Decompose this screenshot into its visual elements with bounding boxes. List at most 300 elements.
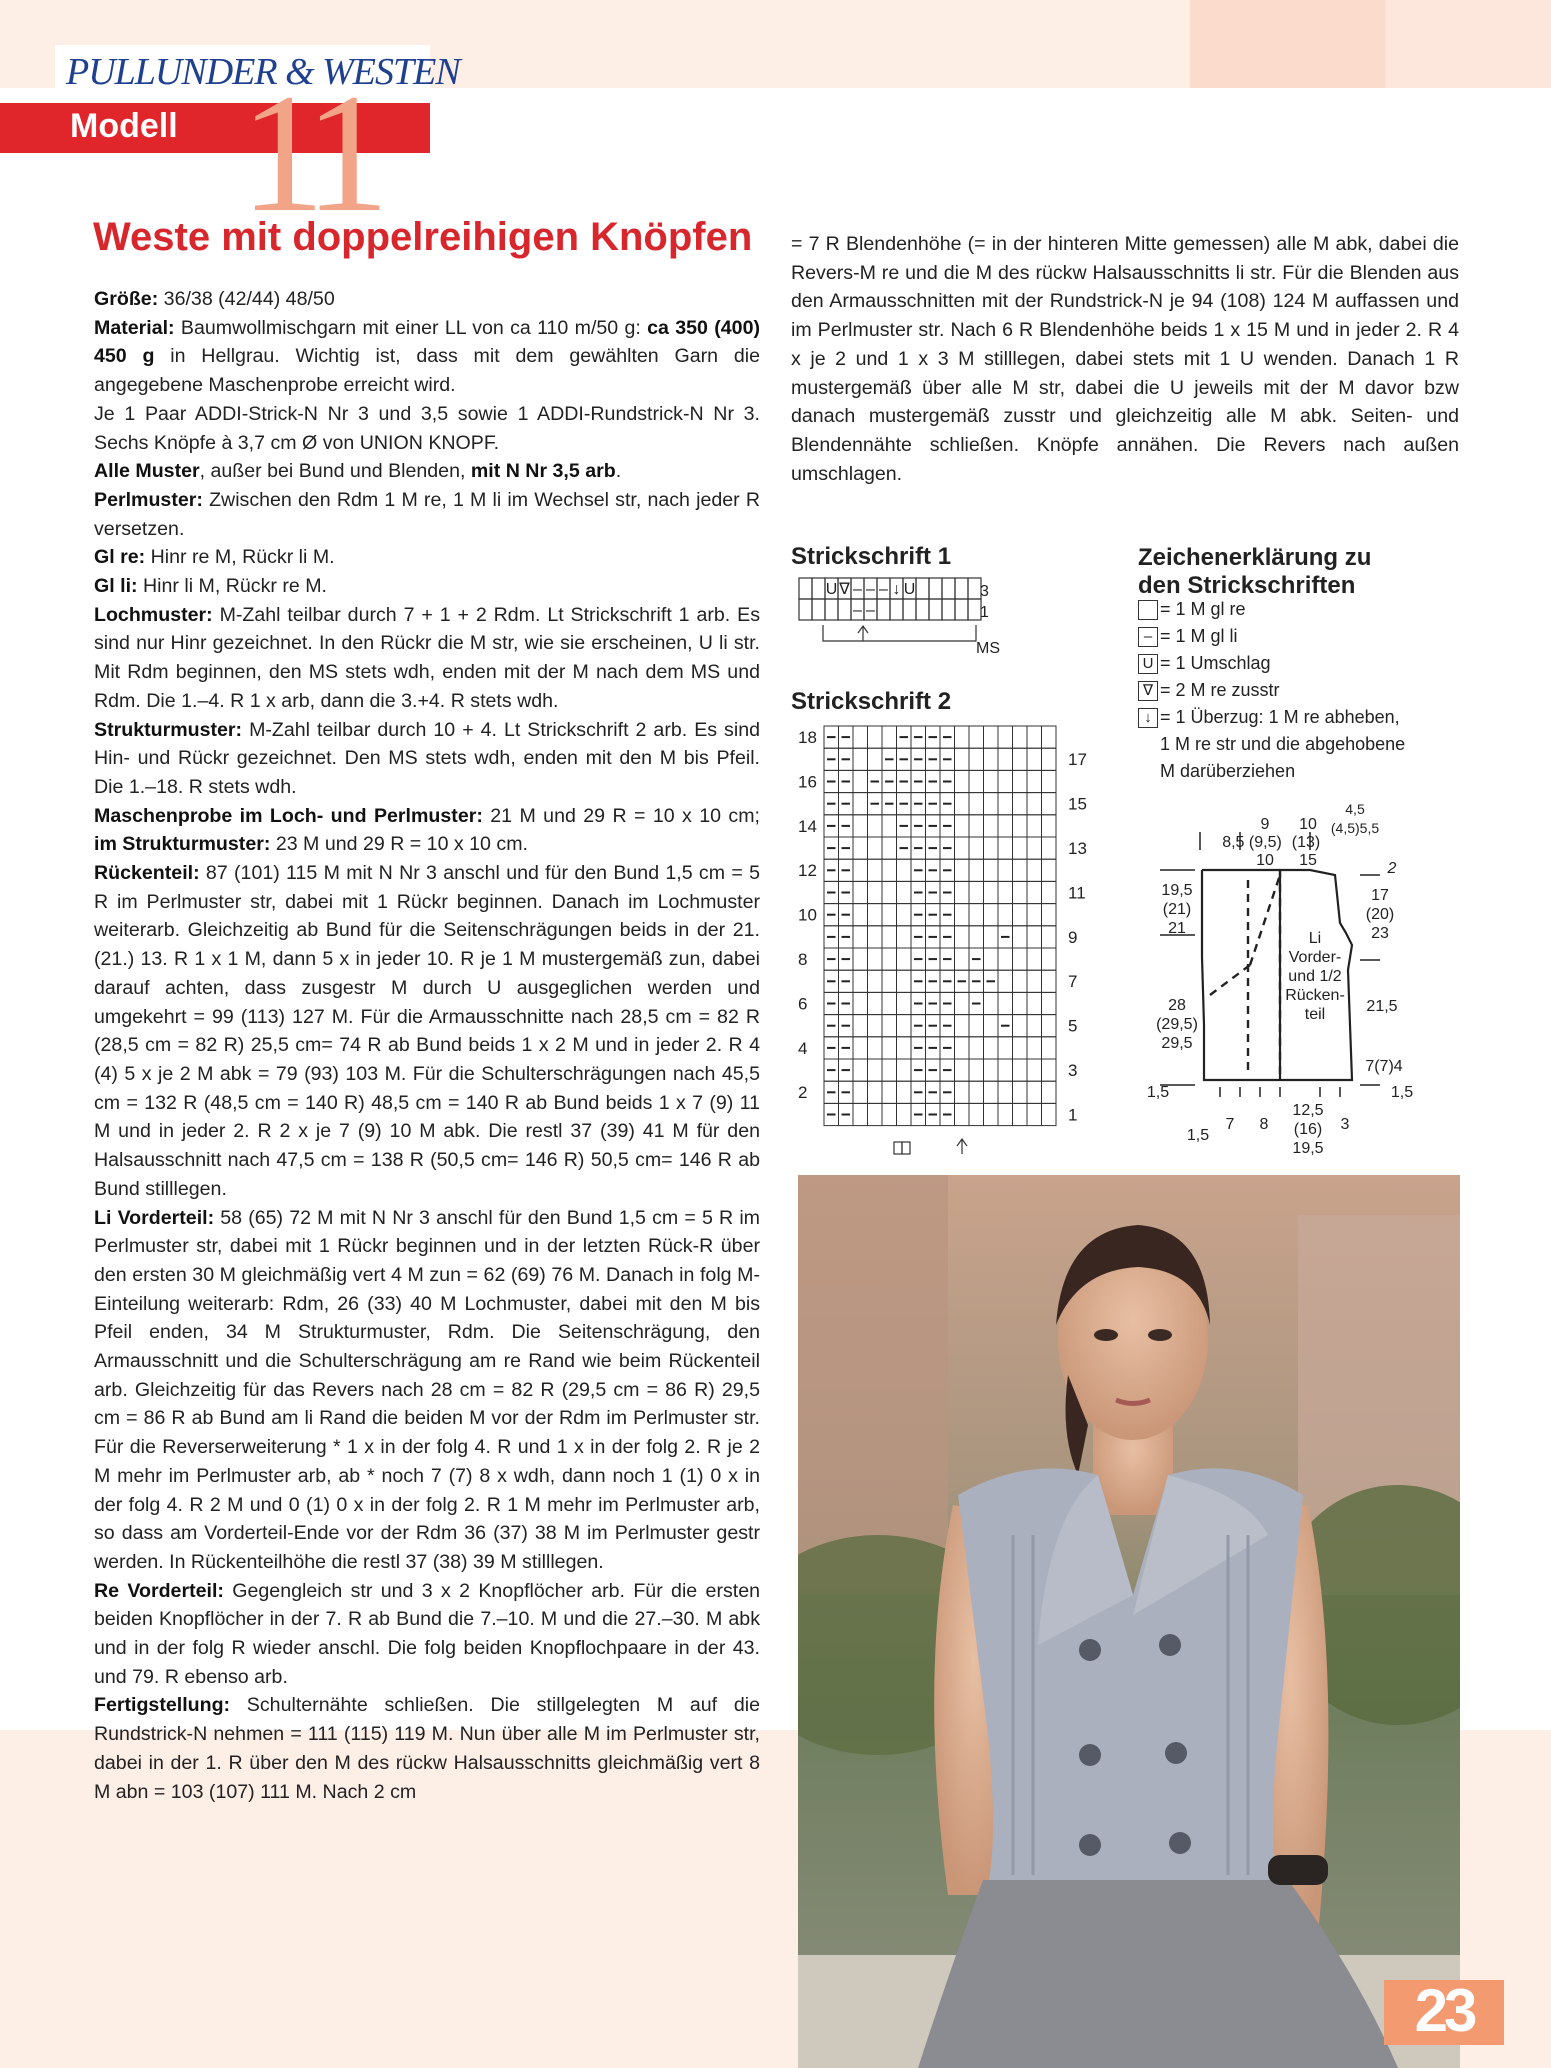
chart1-cell bbox=[916, 578, 929, 599]
instruction-heading: Gl re: bbox=[94, 546, 146, 569]
chart2-cell bbox=[868, 1037, 883, 1059]
instruction-text: Baumwollmischgarn mit einer LL von ca 110 m/50 g: bbox=[174, 316, 648, 339]
chart2-cell bbox=[868, 992, 883, 1014]
chart2-cell bbox=[853, 1015, 868, 1037]
legend-item-yarnover bbox=[1138, 650, 1405, 677]
chart2-cell bbox=[882, 815, 897, 837]
dim-right3: 7(7)4 bbox=[1365, 1058, 1403, 1075]
chart2-row-label: 11 bbox=[1068, 883, 1086, 903]
chart2-cell bbox=[882, 970, 897, 992]
chart2-cell bbox=[853, 904, 868, 926]
dim-bot-f: 19,5 bbox=[1292, 1140, 1324, 1157]
chart2-cell bbox=[868, 1103, 883, 1125]
instruction-text: 36/38 (42/44) 48/50 bbox=[158, 288, 335, 310]
chart2-cell bbox=[882, 904, 897, 926]
chart2-cell bbox=[897, 1037, 912, 1059]
instruction-text: M-Zahl teilbar durch 7 + 1 + 2 Rdm. Lt Strickschrift 1 arb. Es sind nur Hinr gezeichnet. In den Rückr die M str, wie sie erscheinen, U li str. Mit Rdm beginnen, den MS stets wdh, enden mit der M nach dem MS und Rdm. Die 1.–4. R 1 x arb, dann die 3.+4. R stets wdh. bbox=[94, 603, 760, 712]
instruction-paragraph bbox=[94, 285, 760, 314]
chart2-cell bbox=[853, 770, 868, 792]
chart2-cell bbox=[868, 904, 883, 926]
instruction-text: in Hellgrau. Wichtig ist, dass mit dem gewählten Garn die angegebene Maschenprobe erreicht wird. bbox=[94, 345, 760, 397]
chart2-cell bbox=[853, 726, 868, 748]
chart2-cell bbox=[955, 1059, 970, 1081]
chart2-cell bbox=[1013, 1059, 1028, 1081]
chart2-cell bbox=[1027, 748, 1042, 770]
chart2-cell bbox=[868, 1059, 883, 1081]
instruction-text: Hinr re M, Rückr li M. bbox=[145, 546, 335, 569]
chart2-cell bbox=[984, 1059, 999, 1081]
chart2-cell bbox=[1042, 748, 1057, 770]
legend-title-line-2: den Strickschriften bbox=[1138, 572, 1356, 599]
chart2-cell bbox=[868, 948, 883, 970]
chart2-cell bbox=[1013, 1037, 1028, 1059]
chart2-row-label: 14 bbox=[798, 816, 817, 836]
chart2-cell bbox=[955, 815, 970, 837]
dim-left3: 1,5 bbox=[1146, 1084, 1170, 1101]
chart2-cell bbox=[1013, 881, 1028, 903]
chart1-cell bbox=[877, 599, 890, 620]
chart2-cell bbox=[969, 1015, 984, 1037]
chart2-cell bbox=[955, 992, 970, 1014]
chart2-cell bbox=[984, 881, 999, 903]
chart2-cell bbox=[998, 837, 1013, 859]
chart2-cell bbox=[1027, 1015, 1042, 1037]
chart1-symbol: – bbox=[853, 581, 862, 598]
chart2-cell bbox=[882, 1081, 897, 1103]
instruction-paragraph bbox=[94, 601, 760, 716]
instruction-paragraph bbox=[94, 802, 760, 859]
chart2-row-label: 17 bbox=[1068, 750, 1087, 770]
chart2-cell bbox=[1013, 1015, 1028, 1037]
chart1-symbol: – bbox=[866, 602, 875, 619]
chart2-cell bbox=[969, 1059, 984, 1081]
chart2-cell bbox=[1027, 1059, 1042, 1081]
chart2-cell bbox=[1042, 859, 1057, 881]
chart2-cell bbox=[1013, 1081, 1028, 1103]
instruction-text: 58 (65) 72 M mit N Nr 3 anschl für den Bund 1,5 cm = 5 R im Perlmuster str, dabei mit 1 Rückr beginnen und in der letzten Rück-R über den ersten 30 M gleichmäßig vert 4 M zun = 62 (69) 76 M. Danach in folg M-Einteilung weiterarb: Rdm, 26 (33) 40 M Lochmuster, dabei mit den M bis Pfeil enden, 34 M Strukturmuster, Rdm. Die Seitenschrägung, den Armausschnitt und die Schulterschrägung am re Rand wie beim Rückenteil arb. Gleichzeitig für das Revers nach 28 cm = 82 R (29,5 cm = 86 R) 29,5 cm = 86 R ab Bund am li Rand die beiden M vor der Rdm im Perlmuster str. Für die Reverserweiterung * 1 x in der folg 4. R und 1 x in der folg 2. R je 2 M mehr im Perlmuster arb, ab * noch 7 (7) 8 x wdh, dann noch 1 (1) 0 x in der folg 4. R 2 M und 0 (1) 0 x in der folg 2. R 1 M mehr im Perlmuster arb, so dass am Vorderteil-Ende vor der Rdm 36 (37) 38 M im Perlmuster gestr werden. In Rückenteilhöhe die restl 37 (38) 39 M stilllegen. bbox=[94, 1206, 761, 1573]
dim-right1-b: (20) bbox=[1365, 906, 1395, 923]
chart1-symbol: U bbox=[903, 581, 916, 598]
chart2-cell bbox=[897, 881, 912, 903]
chart2-cell bbox=[1027, 970, 1042, 992]
chart1-cell bbox=[955, 599, 968, 620]
instruction-heading: Gl li: bbox=[94, 575, 138, 598]
chart2-cell bbox=[955, 837, 970, 859]
chart2-row-label: 10 bbox=[798, 905, 817, 925]
chart2-cell bbox=[998, 726, 1013, 748]
chart2-cell bbox=[882, 992, 897, 1014]
chart2-cell bbox=[955, 1081, 970, 1103]
chart1-cell bbox=[929, 578, 942, 599]
dim-top-b2: (13) bbox=[1291, 834, 1321, 851]
chart2-cell bbox=[984, 859, 999, 881]
chart1-cell bbox=[825, 599, 838, 620]
legend-item-k2tog bbox=[1138, 677, 1405, 704]
chart2-cell bbox=[1042, 1103, 1057, 1125]
chart2-cell bbox=[882, 859, 897, 881]
dim-bot-c: 8 bbox=[1259, 1116, 1269, 1133]
chart2-cell bbox=[1042, 992, 1057, 1014]
chart2-cell bbox=[868, 748, 883, 770]
chart2-cell bbox=[1042, 770, 1057, 792]
chart2-row-label: 7 bbox=[1068, 972, 1078, 992]
chart1-cell bbox=[929, 599, 942, 620]
dim-bot-b: 7 bbox=[1225, 1116, 1235, 1133]
chart2-cell bbox=[998, 859, 1013, 881]
dim-right1-c: 23 bbox=[1371, 925, 1389, 942]
chart2-cell bbox=[868, 859, 883, 881]
chart2-cell bbox=[1027, 926, 1042, 948]
chart2-cell bbox=[897, 1059, 912, 1081]
chart2-cell bbox=[882, 948, 897, 970]
chart2-cell bbox=[882, 926, 897, 948]
instruction-heading: Lochmuster: bbox=[94, 603, 213, 626]
chart2-row-label: 8 bbox=[798, 950, 808, 969]
chart1-grid bbox=[793, 575, 1023, 667]
chart2-cell bbox=[984, 992, 999, 1014]
chart2-cell bbox=[984, 793, 999, 815]
dim-right-2: 2 bbox=[1387, 860, 1397, 877]
legend-text: = 2 M re zusstr bbox=[1160, 680, 1280, 700]
chart2-cell bbox=[1042, 948, 1057, 970]
chart2-row-label: 13 bbox=[1068, 839, 1087, 858]
chart2-cell bbox=[882, 837, 897, 859]
chart2-cell bbox=[882, 1059, 897, 1081]
chart2-cell bbox=[998, 1037, 1013, 1059]
instruction-text: 87 (101) 115 M mit N Nr 3 anschl und für den Bund 1,5 cm = 5 R im Perlmuster str, dabei mit 1 Rückr beginnen. Danach im Lochmuster weiterarb. Gleichzeitig ab Bund für die Seitenschrägungen beids in der 21. (21.) 13. R 1 x 1 M, dann 5 x in jeder 10. R je 1 M mustergemäß zun, dabei darauf achten, dass zusgestr M durch U ausgeglichen werden und umgekehrt = 99 (113) 127 M. Für die Armausschnitte nach 28,5 cm = 82 R (28,5 cm = 82 R) 25,5 cm= 74 R ab Bund beids 1 x 2 M und in jeder 2. R 4 (4) 5 x je 2 M abk = 79 (93) 103 M. Für die Schulterschrägungen nach 45,5 cm = 132 R (48,5 cm = 140 R) 48,5 cm = 140 R ab Bund beids 1 x 7 (9) 11 M und in jeder 2. R 2 x je 7 (9) 10 M abk. Die restl 37 (39) 41 M für den Halsausschnitt nach 47,5 cm = 138 R (50,5 cm= 146 R) 50,5 cm= 146 R ab Bund stilllegen. bbox=[94, 862, 760, 1200]
chart2-grid bbox=[790, 720, 1100, 1160]
chart2-cell bbox=[984, 948, 999, 970]
chart2-cell bbox=[897, 970, 912, 992]
chart2-cell bbox=[998, 1081, 1013, 1103]
legend-title bbox=[1138, 544, 1371, 600]
chart2-cell bbox=[1013, 970, 1028, 992]
chart2-cell bbox=[1013, 904, 1028, 926]
chart2-cell bbox=[969, 770, 984, 792]
chart2-cell bbox=[1027, 837, 1042, 859]
chart2-row-label: 3 bbox=[1068, 1061, 1078, 1080]
chart2-cell bbox=[998, 793, 1013, 815]
chart2-cell bbox=[853, 1103, 868, 1125]
chart2-row-label: 12 bbox=[798, 861, 817, 881]
chart2-cell bbox=[984, 1037, 999, 1059]
chart2-row-label: 4 bbox=[798, 1038, 808, 1058]
dim-bot-d: 12,5 bbox=[1292, 1102, 1324, 1119]
chart2-cell bbox=[853, 815, 868, 837]
chart2-cell bbox=[1042, 970, 1057, 992]
skp-symbol-icon: ↓ bbox=[1138, 708, 1158, 728]
label-center-d: Rücken- bbox=[1285, 987, 1345, 1004]
instruction-heading: Größe: bbox=[94, 288, 159, 310]
chart2-cell bbox=[1013, 748, 1028, 770]
chart2-cell bbox=[897, 992, 912, 1014]
chart2-cell bbox=[853, 1037, 868, 1059]
chart2-cell bbox=[882, 726, 897, 748]
chart1-symbol: U bbox=[825, 581, 838, 598]
chart1-symbol: – bbox=[879, 581, 888, 598]
chart1-symbol: – bbox=[866, 581, 875, 598]
chart1-title: Strickschrift 1 bbox=[791, 543, 952, 570]
chart2-cell bbox=[955, 1015, 970, 1037]
chart2-cell bbox=[853, 837, 868, 859]
dim-right1-a: 17 bbox=[1371, 887, 1389, 904]
chart2-cell bbox=[897, 926, 912, 948]
chart2-cell bbox=[1027, 948, 1042, 970]
chart2-cell bbox=[853, 793, 868, 815]
chart2-cell bbox=[853, 926, 868, 948]
chart2-cell bbox=[1027, 770, 1042, 792]
k2tog-symbol-icon: ∇ bbox=[1138, 681, 1158, 701]
chart2-row-label: 9 bbox=[1068, 927, 1078, 947]
chart2-row-label: 16 bbox=[798, 772, 817, 792]
model-label: Modell bbox=[70, 107, 178, 145]
chart2-cell bbox=[853, 859, 868, 881]
instruction-heading: im Strukturmuster: bbox=[94, 833, 271, 856]
instruction-text: Hinr li M, Rückr re M. bbox=[137, 575, 327, 598]
dim-right2: 21,5 bbox=[1366, 998, 1398, 1015]
chart2-cell bbox=[1042, 904, 1057, 926]
chart2-cell bbox=[969, 1081, 984, 1103]
chart2-cell bbox=[853, 1081, 868, 1103]
instruction-paragraph bbox=[94, 572, 760, 601]
yarnover-symbol-icon: U bbox=[1138, 654, 1158, 674]
chart2-cell bbox=[897, 1103, 912, 1125]
chart2-cell bbox=[998, 815, 1013, 837]
instruction-paragraph bbox=[94, 1204, 760, 1577]
chart2-cell bbox=[1042, 926, 1057, 948]
chart2-cell bbox=[984, 815, 999, 837]
instruction-paragraph bbox=[94, 1691, 760, 1806]
chart2-cell bbox=[998, 770, 1013, 792]
chart1-symbol: – bbox=[853, 602, 862, 619]
chart2-cell bbox=[984, 770, 999, 792]
instruction-paragraph bbox=[94, 457, 760, 486]
chart1-symbol: ∇ bbox=[839, 581, 850, 598]
instruction-heading: Material: bbox=[94, 316, 175, 339]
chart2-cell bbox=[1027, 904, 1042, 926]
chart2-cell bbox=[955, 904, 970, 926]
chart2-title: Strickschrift 2 bbox=[791, 688, 952, 715]
dim-bot-g: 3 bbox=[1340, 1116, 1350, 1133]
instruction-heading: mit N Nr 3,5 arb bbox=[470, 460, 616, 483]
chart2-cell bbox=[1013, 837, 1028, 859]
chart2-cell bbox=[969, 859, 984, 881]
dim-left1-b: (21) bbox=[1162, 901, 1192, 918]
chart2-cell bbox=[1042, 815, 1057, 837]
legend-continuation-2: M darüberziehen bbox=[1160, 761, 1296, 781]
instruction-heading: Rückenteil: bbox=[94, 862, 200, 885]
chart2-cell bbox=[955, 881, 970, 903]
dim-top-a: 9 bbox=[1260, 816, 1270, 833]
chart2-cell bbox=[969, 748, 984, 770]
chart1-row-label-1: 1 bbox=[980, 604, 989, 621]
chart2-cell bbox=[955, 793, 970, 815]
chart2-cell bbox=[955, 859, 970, 881]
legend-text: = 1 Überzug: 1 M re abheben, bbox=[1160, 707, 1400, 727]
purl-symbol-icon: – bbox=[1138, 627, 1158, 647]
instruction-paragraph bbox=[94, 400, 760, 457]
dim-left2-b: (29,5) bbox=[1156, 1016, 1198, 1033]
chart2-cell bbox=[882, 1037, 897, 1059]
model-number: 11 bbox=[240, 59, 376, 247]
dim-bot-a: 1,5 bbox=[1186, 1127, 1210, 1144]
chart2-cell bbox=[984, 904, 999, 926]
instructions-column-1 bbox=[94, 285, 760, 1806]
chart1-cell bbox=[799, 578, 812, 599]
dim-left1-c: 21 bbox=[1168, 920, 1186, 937]
series-title: PULLUNDER & WESTEN bbox=[66, 51, 460, 93]
label-center-a: Li bbox=[1308, 930, 1322, 947]
instruction-text: Je 1 Paar ADDI-Strick-N Nr 3 und 3,5 sowie 1 ADDI-Rundstrick-N Nr 3. Sechs Knöpfe à 3,7 cm Ø von UNION KNOPF. bbox=[94, 402, 760, 454]
instruction-text: 23 M und 29 R = 10 x 10 cm. bbox=[270, 833, 528, 856]
chart2-cell bbox=[984, 748, 999, 770]
instruction-text: Schulternähte schließen. Die stillgelegten M auf die Rundstrick-N nehmen = 111 (115) 119 M. Nun über alle M im Perlmuster str, dabei in der 1. R über den M des rückw Halsausschnitts gleichmäßig vert 8 M abn = 103 (107) 111 M. Nach 2 cm bbox=[94, 1694, 760, 1803]
garment-schematic bbox=[1140, 795, 1450, 1170]
chart2-cell bbox=[998, 948, 1013, 970]
chart1-cell bbox=[812, 599, 825, 620]
chart2-cell bbox=[969, 793, 984, 815]
legend bbox=[1138, 596, 1405, 785]
legend-text: = 1 M gl li bbox=[1160, 626, 1238, 646]
chart2-cell bbox=[969, 837, 984, 859]
chart2-cell bbox=[984, 837, 999, 859]
chart2-cell bbox=[868, 970, 883, 992]
instruction-text: 21 M und 29 R = 10 x 10 cm; bbox=[482, 804, 760, 827]
legend-item-purl bbox=[1138, 623, 1405, 650]
instruction-text: , außer bei Bund und Blenden, bbox=[199, 460, 471, 483]
dim-left2-a: 28 bbox=[1168, 997, 1186, 1014]
chart2-row-label: 18 bbox=[798, 728, 817, 747]
model-photo bbox=[798, 1175, 1460, 2068]
chart2-cell bbox=[955, 770, 970, 792]
chart2-cell bbox=[1013, 815, 1028, 837]
dim-bot-e: (16) bbox=[1293, 1121, 1323, 1138]
label-center-e: teil bbox=[1304, 1006, 1326, 1023]
chart2-cell bbox=[1042, 837, 1057, 859]
chart2-cell bbox=[853, 748, 868, 770]
instruction-paragraph bbox=[94, 859, 760, 1203]
chart2-row-label: 6 bbox=[798, 994, 808, 1014]
chart1-symbol: ↓ bbox=[892, 581, 901, 598]
instruction-heading: Perlmuster: bbox=[94, 488, 203, 511]
chart1-row-label-3: 3 bbox=[980, 583, 989, 600]
dim-top-b3: 15 bbox=[1299, 852, 1317, 869]
chart2-cell bbox=[998, 1103, 1013, 1125]
chart2-cell bbox=[998, 881, 1013, 903]
chart2-cell bbox=[868, 926, 883, 948]
chart2-row-label: 15 bbox=[1068, 794, 1087, 814]
chart2-cell bbox=[955, 1037, 970, 1059]
chart1-cell bbox=[903, 599, 916, 620]
chart2-cell bbox=[1013, 1103, 1028, 1125]
instructions-continued: = 7 R Blendenhöhe (= in der hinteren Mitte gemessen) alle M abk, dabei die Revers-M re und die M des rückw Halsausschnitts li str. Für die Blenden aus den Armausschnitten mit der Rundstrick-N je 94 (108) 124 M auffassen und im Perlmuster str. Nach 6 R Blendenhöhe beids 1 x 15 M und in jeder 2. R 4 x je 2 und 1 x 3 M stilllegen, dabei stets mit 1 U wenden. Danach 1 R mustergemäß über alle M str, dabei die U jeweils mit der M davor bzw danach mustergemäß zusstr und gleichzeitig alle M abk. Seiten- und Blendennähte schließen. Knöpfe annähen. Die Revers nach außen umschlagen. bbox=[791, 233, 1459, 485]
chart2-cell bbox=[853, 970, 868, 992]
chart2-cell bbox=[1042, 1015, 1057, 1037]
chart2-row-label: 1 bbox=[1068, 1105, 1078, 1125]
chart2-row-label: 5 bbox=[1068, 1016, 1078, 1036]
chart2-cell bbox=[868, 1015, 883, 1037]
chart2-cell bbox=[853, 881, 868, 903]
chart2-cell bbox=[955, 748, 970, 770]
instruction-paragraph bbox=[94, 1577, 760, 1692]
chart1-cell bbox=[838, 599, 851, 620]
dim-top-a3: 10 bbox=[1256, 852, 1274, 869]
label-center-b: Vorder- bbox=[1288, 949, 1342, 966]
chart2-cell bbox=[969, 726, 984, 748]
chart2-cell bbox=[1027, 793, 1042, 815]
chart1-cell bbox=[890, 599, 903, 620]
instruction-heading: Li Vorderteil: bbox=[94, 1206, 215, 1229]
chart2-cell bbox=[1027, 1037, 1042, 1059]
dim-top-b: 10 bbox=[1299, 816, 1317, 833]
chart2-cell bbox=[1013, 926, 1028, 948]
chart2-cell bbox=[1042, 1037, 1057, 1059]
instruction-heading: Alle Muster bbox=[94, 460, 200, 483]
chart1-cell bbox=[942, 578, 955, 599]
dim-top-c2: (4,5)5,5 bbox=[1330, 820, 1380, 836]
chart2-cell bbox=[1027, 881, 1042, 903]
chart2-cell bbox=[955, 948, 970, 970]
instruction-heading: Re Vorderteil: bbox=[94, 1579, 224, 1602]
chart2-cell bbox=[897, 859, 912, 881]
chart2-cell bbox=[998, 748, 1013, 770]
chart2-cell bbox=[1013, 992, 1028, 1014]
chart1-ms-label: MS bbox=[976, 640, 1000, 657]
instruction-text: M-Zahl teilbar durch 10 + 4. Lt Strickschrift 2 arb. Es sind Hin- und Rückr gezeichnet. Den MS stets wdh, enden mit den M bis Pfeil. Die 1.–18. R stets wdh. bbox=[94, 718, 760, 798]
chart2-cell bbox=[998, 992, 1013, 1014]
dim-top-a2: 8,5 (9,5) bbox=[1222, 834, 1282, 851]
chart1-cell bbox=[942, 599, 955, 620]
instruction-heading: Fertigstellung: bbox=[94, 1694, 231, 1717]
instruction-heading: Strukturmuster: bbox=[94, 718, 243, 741]
chart2-cell bbox=[998, 1059, 1013, 1081]
dim-left1-a: 19,5 bbox=[1161, 882, 1193, 899]
chart2-cell bbox=[853, 992, 868, 1014]
chart2-cell bbox=[969, 926, 984, 948]
legend-text: = 1 M gl re bbox=[1160, 599, 1246, 619]
chart2-cell bbox=[1027, 859, 1042, 881]
legend-title-line-1: Zeichenerklärung zu bbox=[1138, 544, 1372, 571]
chart2-cell bbox=[1013, 726, 1028, 748]
instruction-text: . bbox=[615, 460, 622, 483]
chart2-cell bbox=[1027, 1103, 1042, 1125]
instructions-column-2 bbox=[791, 230, 1459, 488]
page-number: 23 bbox=[1384, 1980, 1504, 2045]
chart2-cell bbox=[853, 1059, 868, 1081]
legend-item-skp bbox=[1138, 704, 1405, 731]
page-title: Weste mit doppelreihigen Knöpfen bbox=[93, 215, 753, 259]
dim-top-c: 4,5 bbox=[1345, 801, 1365, 817]
instruction-text: Zwischen den Rdm 1 M re, 1 M li im Wechsel str, nach jeder R versetzen. bbox=[94, 488, 760, 540]
chart2-cell bbox=[984, 926, 999, 948]
chart2-cell bbox=[1027, 1081, 1042, 1103]
chart2-cell bbox=[984, 726, 999, 748]
chart2-cell bbox=[868, 837, 883, 859]
chart2-cell bbox=[868, 881, 883, 903]
legend-text: = 1 Umschlag bbox=[1160, 653, 1271, 673]
chart2-cell bbox=[969, 904, 984, 926]
chart2-cell bbox=[868, 726, 883, 748]
label-center-c: und 1/2 bbox=[1288, 968, 1342, 985]
chart2-cell bbox=[897, 1015, 912, 1037]
chart2-cell bbox=[882, 881, 897, 903]
chart2-cell bbox=[1042, 1059, 1057, 1081]
chart2-cell bbox=[1013, 948, 1028, 970]
chart2-cell bbox=[1027, 815, 1042, 837]
knit-symbol-icon bbox=[1138, 600, 1158, 620]
chart1-cell bbox=[812, 578, 825, 599]
chart2-cell bbox=[998, 970, 1013, 992]
